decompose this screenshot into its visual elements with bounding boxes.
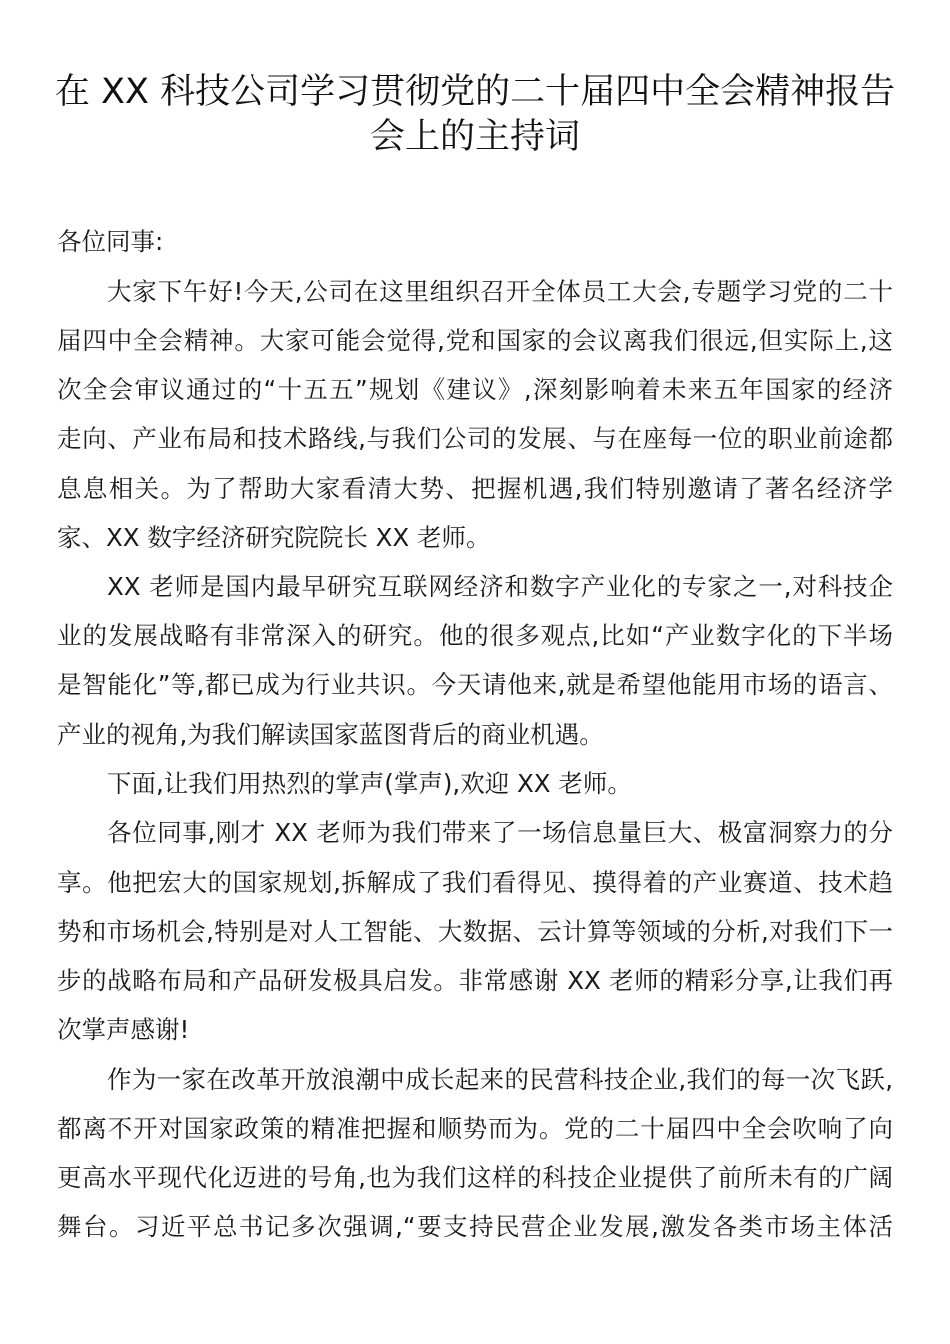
paragraph-1-line-2: 届四中全会精神。大家可能会觉得,党和国家的会议离我们很远,但实际上,这 — [57, 326, 893, 355]
paragraph-2-line-4: 产业的视角,为我们解读国家蓝图背后的商业机遇。 — [57, 720, 604, 749]
paragraph-3-line-1: 下面,让我们用热烈的掌声(掌声),欢迎 XX 老师。 — [107, 769, 632, 798]
paragraph-5-line-2: 都离不开对国家政策的精准把握和顺势而为。党的二十届四中全会吹响了向 — [57, 1114, 893, 1143]
paragraph-2-line-1: XX 老师是国内最早研究互联网经济和数字产业化的专家之一,对科技企 — [107, 572, 893, 601]
paragraph-5-line-1: 作为一家在改革开放浪潮中成长起来的民营科技企业,我们的每一次飞跃, — [107, 1065, 893, 1094]
paragraph-2-line-3: 是智能化”等,都已成为行业共识。今天请他来,就是希望他能用市场的语言、 — [57, 670, 893, 699]
paragraph-1-line-3: 次全会审议通过的“十五五”规划《建议》,深刻影响着未来五年国家的经济 — [57, 375, 893, 404]
salutation: 各位同事: — [57, 227, 164, 256]
paragraph-5-line-4: 舞台。习近平总书记多次强调,“要支持民营企业发展,激发各类市场主体活 — [57, 1212, 893, 1241]
paragraph-4-line-2: 享。他把宏大的国家规划,拆解成了我们看得见、摸得着的产业赛道、技术趋 — [57, 868, 893, 897]
paragraph-4-line-1: 各位同事,刚才 XX 老师为我们带来了一场信息量巨大、极富洞察力的分 — [107, 818, 893, 847]
paragraph-1-line-1: 大家下午好!今天,公司在这里组织召开全体员工大会,专题学习党的二十 — [107, 277, 893, 306]
document-title-line-2: 会上的主持词 — [369, 117, 580, 157]
paragraph-4-line-5: 次掌声感谢! — [57, 1015, 190, 1044]
document-title-line-1: 在 XX 科技公司学习贯彻党的二十届四中全会精神报告 — [54, 72, 896, 112]
paragraph-4-line-4: 步的战略布局和产品研发极具启发。非常感谢 XX 老师的精彩分享,让我们再 — [57, 966, 893, 995]
paragraph-1-line-6: 家、XX 数字经济研究院院长 XX 老师。 — [57, 523, 491, 552]
paragraph-5-line-3: 更高水平现代化迈进的号角,也为我们这样的科技企业提供了前所未有的广阔 — [57, 1163, 893, 1192]
paragraph-1-line-4: 走向、产业布局和技术路线,与我们公司的发展、与在座每一位的职业前途都 — [57, 424, 893, 453]
paragraph-1-line-5: 息息相关。为了帮助大家看清大势、把握机遇,我们特别邀请了著名经济学 — [57, 474, 893, 503]
paragraph-4-line-3: 势和市场机会,特别是对人工智能、大数据、云计算等领域的分析,对我们下一 — [57, 917, 893, 946]
paragraph-2-line-2: 业的发展战略有非常深入的研究。他的很多观点,比如“产业数字化的下半场 — [57, 621, 893, 650]
